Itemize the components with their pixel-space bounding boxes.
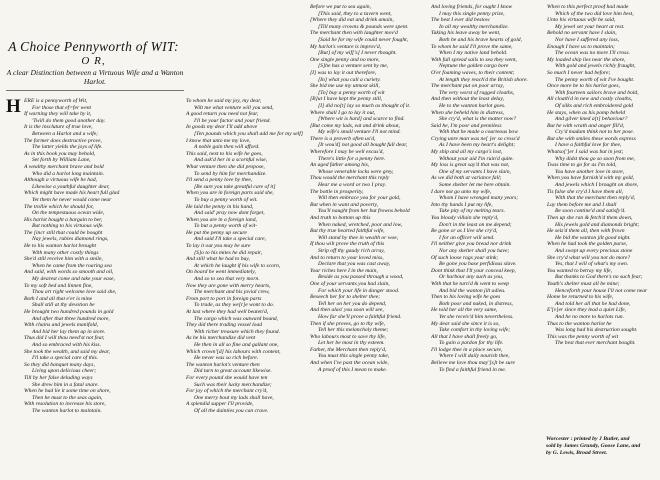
verse-line: [Said he for my wife could never fought,	[318, 36, 409, 43]
verse-line: And ask'd her in a scornful wise,	[194, 157, 268, 164]
verse-line: And he no more to harlots run.	[555, 313, 624, 320]
verse-line: I for an officer will send.	[439, 234, 495, 241]
verse-line: He told her all the very same,	[431, 307, 498, 314]
verse-line: To find a faithful friend in me.	[439, 366, 507, 373]
verse-line: [But] of my wif['s] I never thought.	[318, 50, 397, 57]
verse-line: [In] what you call a curiety.	[318, 76, 381, 83]
verse-line: Beside as you passed through a wood,	[318, 274, 404, 281]
verse-line: [Till many crowns & pounds were spent.	[318, 23, 409, 30]
verse-line: When she beheld him in distress,	[431, 109, 505, 116]
verse-line: To whom he said I'll prove the same,	[431, 43, 513, 50]
verse-line: All cloath'd in new and costly cloaths,	[547, 96, 633, 103]
verse-line: [I] was to lay it out therefore,	[310, 69, 377, 76]
verse-line: My dear said she since it is so,	[431, 320, 500, 327]
verse-line: Nor any shelter shall you have;	[439, 247, 510, 254]
verse-line: E'[v]er since they lead a quiet Life,	[547, 307, 627, 314]
verse-line: Youth's shelter must all be mine;	[547, 280, 620, 287]
verse-line: So they did banquet many days,	[24, 361, 95, 368]
verse-line: And told her all that he had done,	[555, 300, 631, 307]
verse-line: When I my native land behold.	[439, 50, 508, 57]
verse-line: Who labours most to save thy life,	[310, 333, 386, 340]
verse-line: She cry'd, what is the matter now?	[439, 116, 517, 123]
verse-line: Dont think that I'll your conceal keep,	[431, 267, 516, 274]
verse-line: I'll take a special care of this.	[32, 355, 99, 362]
verse-line: I may this single penny prize,	[439, 10, 505, 17]
verse-line: As in this book you may behold,	[24, 150, 96, 157]
verse-line: Will then embrace you for your gold,	[318, 195, 401, 202]
verse-line: To trade, as they we[r]e wont to do.	[194, 302, 275, 309]
verse-line: Shall still at thy devotion be	[32, 302, 95, 309]
verse-line: Beseech her for to shelter thee;	[310, 294, 381, 301]
verse-line: My harlot's venture is improv'd,	[310, 43, 382, 50]
verse-line: And to return to your loved miss,	[310, 254, 384, 261]
verse-line: I dare not go unto my wife,	[431, 188, 492, 195]
verse-line: Set forth by William Lane,	[32, 157, 91, 164]
verse-line: [This said, they to a tavern went,	[318, 10, 392, 17]
verse-line: A splendid supper I'll provide,	[186, 401, 254, 408]
verse-line: The former does destructive prove,	[24, 137, 102, 144]
title-divider	[6, 90, 184, 91]
verse-line: And when I've past the ocean wide,	[310, 360, 389, 367]
verse-line: Behold no servant have I slain,	[547, 30, 617, 37]
verse-line: As I have been my heart's delight;	[439, 142, 516, 149]
verse-line: When to this perfect proof had made	[547, 4, 629, 10]
verse-line: His harlot bought a bargain to her,	[24, 216, 103, 223]
verse-line: Twas time to go for as I'm told,	[547, 162, 617, 169]
verse-line: Then to his loving wife he goes	[431, 294, 501, 301]
verse-line: Which of the two did love him best,	[555, 10, 634, 17]
verse-line: The cargo which was outward bound,	[194, 315, 279, 322]
verse-line: Then up she ran & fetch'd them down,	[547, 215, 633, 221]
verse-line: Thus to the wanton harlot he	[547, 320, 612, 327]
verse-line: He bid the wanton jilt good night.	[555, 234, 631, 241]
verse-line: With that he turn'd & went to weep	[431, 280, 510, 287]
verse-line: Your riches here I in the main,	[310, 267, 378, 274]
verse-line: He then in all so fine and gallant one,	[194, 341, 279, 348]
verse-line: It is the inscluture of true love,	[24, 124, 93, 131]
verse-line: With resolution to increase his store,	[24, 401, 106, 408]
verse-line: At which he laught if his wife to scorn,	[194, 262, 281, 269]
verse-line: Of such loose rags your stink;	[431, 254, 499, 261]
verse-line: Lay them before me and I shall	[547, 201, 617, 208]
verse-line: For those that ef=fer went	[32, 104, 92, 111]
verse-line: [It wou'd] not good all bought full dear,	[318, 142, 408, 149]
verse-line: Some shelter let me here obtain.	[439, 182, 511, 189]
verse-line: If warning they will take by it,	[24, 111, 92, 118]
verse-line: Till by her false deluding ways	[24, 374, 93, 381]
verse-line: And said, with words so smooth and oil,	[24, 269, 114, 276]
verse-line: This said, next to his wife he goes,	[186, 150, 263, 157]
verse-line: She cry'd what will you not do more?	[547, 254, 631, 261]
verse-line: When he came from the roaring sea	[32, 262, 112, 269]
verse-line: He brought two hundred pounds in gold	[24, 309, 114, 315]
verse-line: Henceforth your house I'll not come near	[555, 287, 648, 294]
verse-line: With many other costly things	[32, 249, 99, 256]
verse-line: You bloody villain she reply'd,	[431, 215, 499, 221]
verse-line: A wealthy merchant brave and bold	[24, 163, 104, 170]
verse-line: At last where they had well beaten'd,	[186, 309, 269, 315]
verse-line: To buy a penny worth of wit.	[194, 196, 258, 203]
verse-line: But she with smiles these words express	[547, 135, 636, 142]
page-subtitle: A clear Distinction between a Virtuous Wife and a Wanton Harlot.	[6, 68, 184, 86]
verse-line: Whose venerable locks were grey,	[318, 168, 394, 175]
verse-line: Thou would the merchant this reply	[310, 175, 390, 182]
verse-line: Will stand by thee in wealth or woe,	[318, 234, 399, 241]
verse-line: And after that three hundred more,	[32, 315, 110, 322]
verse-line: He to his wanton harlot brought	[24, 243, 97, 250]
verse-line: He to the wanton harlot goes.	[439, 102, 506, 109]
verse-line: When he had lie it some time on shore,	[24, 388, 111, 395]
verse-line: Where shall I go to lay it out,	[310, 109, 376, 116]
verse-line: [Ten pounds which you shall add me for my self]	[194, 130, 304, 137]
verse-line: They did there trading vessel load	[186, 322, 263, 329]
verse-line: Before we put to sea again,	[310, 4, 372, 10]
verse-line: I'll send a penny love by thee,	[186, 177, 253, 184]
printer-imprint	[546, 436, 654, 456]
verse-line: But nothing to his virtuous wife.	[32, 223, 104, 230]
verse-line: A good return you need not fear,	[186, 111, 259, 118]
verse-line: To whom he said my joy, my dear,	[186, 98, 262, 104]
verse-line: Be soon contine'd and satisfy'd.	[555, 208, 626, 215]
verse-line: Home he returned to his wife,	[547, 294, 614, 301]
verse-line: At length they reach'd the British shore.	[439, 76, 528, 83]
verse-line: He stays, when as his pomp beheld	[547, 109, 626, 116]
verse-line: A noble gain then will afford.	[194, 144, 260, 151]
verse-line: As he his merchandize did vent	[186, 335, 256, 342]
verse-line: But when in want and poverty,	[310, 201, 379, 208]
verse-line: She drew him in a fatal snare.	[32, 381, 99, 388]
verse-line: Both I and all that e'er is mine	[24, 295, 93, 302]
verse-line: Taking his leave away he went,	[431, 30, 501, 37]
verse-line: Tis false she cry'd I have them all,	[547, 188, 624, 195]
verse-line: With gold and jewels richly fraught,	[555, 63, 636, 70]
verse-line: He never was so rich before.	[194, 355, 259, 362]
verse-line: I know that unto me my love,	[186, 137, 251, 144]
verse-line: [I] did no[t] lay so much as thought of it.	[318, 102, 411, 109]
verse-line: Whatso[']er I said was but in jest;	[547, 149, 624, 156]
text-column-3	[310, 4, 427, 373]
verse-line: Declare that you was cast away,	[318, 261, 391, 268]
verse-line: This was the penny worth of wit	[547, 333, 619, 340]
verse-line: Although a virtuous wife he had,	[24, 177, 98, 184]
verse-line: To my soft bed and linnen fine,	[24, 282, 93, 289]
verse-line: Both poor and naked, in distress,	[439, 300, 513, 307]
verse-line: And bid her lay them up in store.	[32, 328, 106, 335]
verse-line: Believe me love thou may'[s]t be sure	[431, 360, 515, 367]
verse-line: In all my wealthy merchandize.	[439, 23, 509, 30]
verse-line: So much I never had before;	[547, 69, 611, 76]
verse-line: He laid the penny in his hand,	[186, 203, 254, 210]
verse-line: 'Twill do them good another day.	[32, 117, 106, 124]
verse-line: If thou wilt prove the truth of this	[310, 241, 385, 248]
verse-line: The merchant and his jovial crew,	[194, 289, 270, 296]
verse-line: I'll neither give you bread nor drink	[431, 241, 512, 248]
verse-line: There's little for a penny here.	[318, 155, 386, 162]
verse-line: And jewels which I brought on shore,	[555, 182, 639, 189]
verse-line: Take comfort in thy loving wife;	[439, 327, 511, 334]
verse-line: You have another love in store,	[555, 168, 625, 175]
verse-line: He seiz'd them all, then with frown	[547, 228, 625, 235]
verse-line: My loaded ship lies near the shore,	[547, 56, 626, 63]
verse-line: Nor have I suffered any loss,	[555, 36, 620, 43]
verse-line: A proof of this I mean to make.	[318, 366, 387, 373]
verse-line: Of all the dainties you can crave.	[194, 407, 269, 414]
verse-line: O'er foaming waves, to their content;	[431, 69, 515, 76]
verse-line: Then if she proves, go to thy wife,	[310, 320, 386, 327]
verse-line: Tell her this melancholy theme;	[318, 327, 389, 334]
verse-line: Who did a harlot long maintain.	[32, 170, 105, 177]
verse-line: And so to sea that very morn.	[194, 276, 260, 283]
verse-line: My wife's small venture I'll not mind.	[318, 129, 401, 136]
verse-line: Then he must to the seas again,	[32, 394, 103, 401]
verse-line: ERE is a pennyworth of Wit,	[24, 98, 88, 104]
verse-line: The bottle in prosperity,	[310, 188, 364, 195]
verse-line: She took the wealth, and said my dear,	[24, 348, 110, 355]
verse-line: Neptune the golden cargo bore	[439, 63, 509, 70]
verse-line: And then without the least delay,	[431, 96, 505, 103]
verse-line: Wherefore I may be well excus'd,	[310, 149, 384, 156]
verse-line: Yes, that I will of what's my own.	[555, 261, 629, 268]
imprint-line: by G. Lewis, Broad Street.	[546, 449, 608, 456]
verse-line: For every pound she would have ten	[186, 374, 268, 381]
verse-line: Once more he to his harlot goes,	[547, 83, 620, 90]
drop-cap: H	[6, 96, 21, 117]
verse-line: With that he made a courteous bow	[439, 129, 518, 136]
verse-line: Father, the Merchant then reply'd,	[310, 346, 387, 353]
verse-line: The merchant put on poor array,	[431, 83, 505, 90]
verse-line: The merchant then with laughter mov'd	[310, 30, 398, 37]
verse-line: Tell her on her you do depend,	[318, 300, 387, 307]
verse-line: Hear me a word or two I pray.	[318, 182, 387, 189]
verse-line: And said' pray now dont forget,	[194, 210, 265, 217]
verse-line: With richer treasure which they found.	[194, 328, 280, 335]
verse-line: Thus did I will thou need'st not fear,	[24, 335, 105, 342]
verse-line: And said I'll take a special care,	[194, 236, 266, 243]
verse-line: The very worst of ragged cloaths,	[439, 89, 515, 96]
verse-line: To but a penny worth of wit-	[194, 223, 258, 230]
verse-line: The penny worth of wit I've bought.	[555, 76, 635, 83]
verse-line: And gilver kned a[t] behaviour?	[555, 116, 628, 123]
text-column-5	[547, 4, 659, 347]
verse-line: [B]ut I have kept the penny still,	[310, 96, 383, 103]
verse-line: Said he, I'm poor and penniless	[431, 122, 502, 129]
title-or: O R,	[81, 55, 106, 67]
verse-line: The ocean was no more I'll cross.	[555, 50, 630, 57]
verse-line: I'll lodge thee in a place secure,	[431, 346, 503, 353]
verse-line: And loving friends, for ought I know	[431, 4, 513, 10]
text-column-4	[431, 4, 546, 373]
verse-line: And swept up every precious stone	[555, 247, 633, 254]
verse-line: And then alas! you soon will see,	[310, 307, 384, 314]
verse-line: To send by him for merchandize.	[194, 170, 267, 177]
verse-line: Yet she receiv'd him nevertheless.	[439, 313, 514, 320]
verse-line: What venture then she did propose,	[186, 163, 265, 170]
verse-line: You'll naught from her but frowns behold	[318, 208, 410, 215]
verse-line: My ship and all my cargo's lost,	[431, 149, 503, 156]
imprint-line: Worcester : printed by J Butler, and	[546, 436, 630, 442]
verse-line: How far she'll prove a faithful friend.	[318, 313, 402, 320]
verse-line: The best I ever did bestow	[431, 17, 490, 24]
verse-line: Be gone you base perfidious slave.	[439, 261, 517, 268]
verse-line: [S]o to his mites he did repair,	[194, 249, 263, 256]
verse-line: My dearest come and take your ease,	[32, 276, 115, 283]
verse-line: When you are in foreign parts said she,	[186, 190, 274, 197]
verse-line: Such was their lucky merchandize;	[194, 381, 272, 388]
verse-line: The [incr still that could be bought	[24, 229, 103, 236]
verse-line: Nay jewels, rubies diamond rings,	[32, 236, 109, 243]
verse-line: Be gone or as I live she cry'd,	[431, 228, 498, 235]
verse-line: One of your servants you had slain,	[310, 280, 390, 287]
verse-line: As we did both at variance fall;	[431, 175, 502, 182]
verse-line: You must this single penny take,	[318, 353, 390, 360]
verse-line: Don't in the least on me depend;	[439, 221, 512, 228]
verse-line: From port to port in foreign parts	[186, 295, 262, 302]
verse-line: And so embraced with his kiss.	[32, 341, 101, 348]
verse-line: The wanton harlot's venture then	[186, 361, 260, 368]
verse-line: Strip off thy gaudy rich array,	[318, 247, 385, 254]
verse-line: Thou art right welcome love said she,	[32, 289, 117, 296]
verse-line: Take pity of my melting tears.	[439, 208, 505, 215]
verse-line: Both he and his brave hearts of gold,	[439, 36, 522, 43]
verse-line: One merry bout my lads shall have,	[194, 394, 274, 401]
verse-line: Or harbour any such as you,	[439, 274, 504, 281]
verse-line: Did turn to great account likewise.	[194, 368, 272, 375]
verse-line: The latter yields the joys of life.	[32, 144, 103, 151]
verse-line: [S]he has a venture sent by me,	[318, 63, 389, 70]
verse-line: With fourteen sailors brave and bold,	[555, 89, 639, 96]
verse-line: Now they are gone with merry hearts,	[186, 282, 271, 289]
verse-line: His jewels gold and diamonds bright;	[555, 221, 640, 228]
verse-line: Why didst thou go so soon from me,	[555, 155, 635, 162]
verse-line: Between a Harlot and a wife;	[32, 130, 99, 137]
verse-line: Was long had his destruction sought.	[555, 327, 638, 334]
verse-line: Living upon delicious cheer;	[32, 368, 97, 375]
verse-line: But thy true hearted faithful wife,	[310, 228, 385, 235]
verse-line: [Where wit is hard] and scarce to find.	[318, 116, 405, 123]
verse-line: When you have furnish'd with my gold,	[547, 175, 635, 182]
verse-line: The wanton harlot to maintain.	[32, 407, 102, 414]
verse-line: And bid the wanton jilt adieu.	[439, 287, 506, 294]
verse-line: Unto his virtuous wife he said,	[547, 17, 616, 24]
verse-line: [Be sure you take greatful care of it]	[194, 183, 276, 190]
verse-line: And still what he had to buy,	[186, 256, 250, 263]
verse-line: When he had took the golden purse,	[547, 241, 628, 248]
verse-line: [Where they did eat and drink amain,	[310, 17, 394, 24]
verse-line: [To] buy a penny worth of wit	[318, 89, 385, 96]
verse-line: The trollie which he should for,	[24, 203, 94, 210]
verse-line: An aged father among his,	[310, 162, 370, 169]
verse-line: Of silks and rich embroidered gold	[555, 102, 634, 109]
verse-line: Which crown'[d] his labours with content,	[186, 348, 281, 355]
verse-line: Where I will daily nourish thee,	[439, 353, 510, 360]
verse-line: He put the penny up secure	[186, 229, 247, 236]
verse-line: Into thy hands I put my life,	[431, 201, 493, 208]
verse-line: I have a faithful love for thee,	[555, 142, 622, 149]
verse-line: With full spread sails to sea they went,	[431, 56, 517, 63]
verse-line: Crying unre man was ne[ ]er so cross'd	[431, 135, 520, 142]
verse-line: My loss is great say'd that was not,	[431, 162, 510, 169]
verse-line: Likewise a youthful daughter dear,	[32, 183, 110, 190]
verse-line: All that I have shall freely go,	[431, 333, 498, 340]
verse-line: She bid me use my utmost skill,	[310, 83, 380, 90]
verse-line: When you are in a foreign land,	[186, 216, 257, 223]
verse-line: Which might have made his heart full glad	[24, 190, 120, 197]
verse-line: There is a proverb often us'd,	[310, 135, 376, 142]
verse-line: And truth to bottom up this	[310, 215, 371, 221]
page-title: A Choice Pennyworth of WIT:	[8, 39, 179, 54]
text-column-2	[186, 98, 310, 415]
verse-line: Enough I have us to maintain;	[547, 43, 615, 50]
verse-line: To gain a pardon for thy life.	[439, 340, 504, 347]
verse-line: My jewel set your heart at rest.	[555, 23, 625, 30]
verse-line: She'd still receive him with a smile,	[24, 256, 103, 263]
imprint-line: sold by James Grundy, Goose Lane, and	[546, 442, 641, 449]
verse-line: On board he went immediately,	[186, 269, 256, 276]
verse-line: Whom I have wronged many years;	[439, 195, 519, 202]
verse-line: You wanted to betray my life,	[547, 267, 613, 274]
text-column-1	[24, 98, 184, 415]
verse-line: But he with wrath and anger fill'd,	[547, 122, 625, 129]
verse-line: Let her be most in thy esteem.	[318, 340, 385, 347]
verse-line: Cry'd madam think not to her pose.	[555, 129, 635, 136]
verse-line: Wilt me what venture will you send,	[194, 104, 274, 111]
verse-line: I'll be your factor and your friend.	[194, 117, 271, 124]
verse-line: On the tempestuous ocean wide,	[32, 210, 105, 217]
verse-line: With chains and jewels manifold,	[24, 322, 99, 329]
verse-line: One single penny and no more,	[310, 56, 380, 63]
verse-line: In goods my dear I'll add above	[186, 124, 258, 131]
verse-line: But thanks to God there's no such fear;	[555, 274, 643, 281]
verse-line: For joy of which the merchant cry'd,	[186, 388, 268, 395]
verse-line: To lay it out you may be sure	[186, 243, 251, 250]
verse-line: For which your life in danger stood.	[318, 287, 400, 294]
verse-line: The best that ever merchant bought.	[555, 340, 636, 347]
verse-line: Yet them he never would come near	[32, 196, 112, 203]
verse-line: When naked, wretched, poor and low,	[318, 221, 403, 228]
verse-line: One of my servants I have slain,	[439, 168, 511, 175]
verse-line: With that the merchant then reply'd,	[555, 195, 636, 202]
verse-line: Without your aid I'm ruin'd quite.	[439, 155, 514, 162]
verse-line: [But come my lads, eat and drink about,	[310, 122, 400, 129]
